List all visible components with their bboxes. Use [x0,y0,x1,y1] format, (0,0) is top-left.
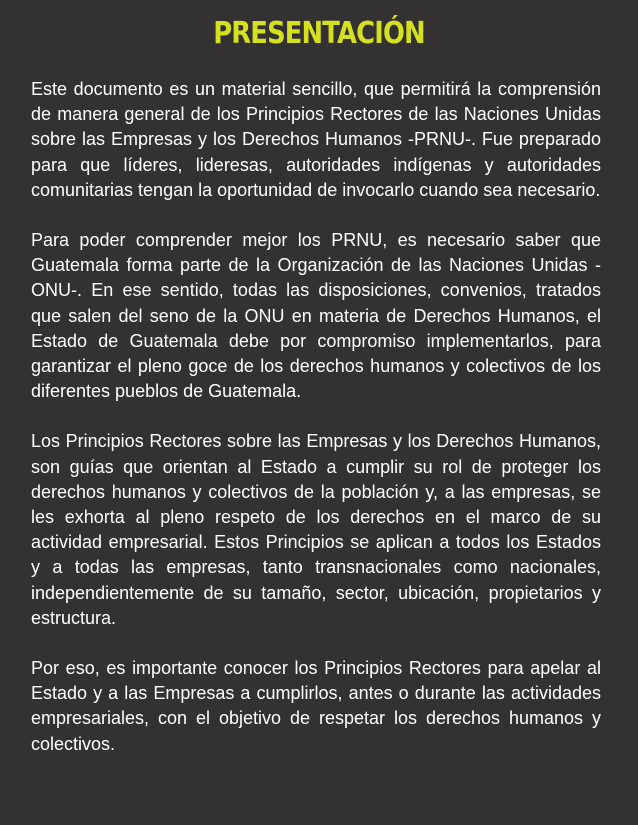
document-body [31,77,601,757]
paragraph-conclusion: Por eso, es importante conocer los Principios Rectores para apelar al Estado y a las Empresas a cumplirlos, antes o durante las actividades empresariales, con el objetivo de respetar los derechos humanos y colectivos. [31,658,601,754]
paragraph-principios-rectores: Los Principios Rectores sobre las Empresas y los Derechos Humanos, son guías que orientan al Estado a cumplir su rol de proteger los derechos humanos y colectivos de la población y, a las empresas, se les exhorta al pleno respeto de los derechos en el marco de su actividad empresarial. Estos Principios se aplican a todos los Estados y a todas las empresas, tanto transnacionales como nacionales, independientemente de su tamaño, sector, ubicación, propietarios y estructura. [31,431,601,628]
paragraph-intro: Este documento es un material sencillo, que permitirá la comprensión de manera general de los Principios Rectores de las Naciones Unidas sobre las Empresas y los Derechos Humanos -PRNU-. Fue preparado para que líderes, lideresas, autoridades indígenas y autoridades comunitarias tengan la oportunidad de invocarlo cuando sea necesario. [31,79,601,200]
page-title: PRESENTACIÓN [213,16,425,51]
paragraph-guatemala-onu: Para poder comprender mejor los PRNU, es necesario saber que Guatemala forma parte de la Organización de las Naciones Unidas -ONU-. En ese sentido, todas las disposiciones, convenios, tratados que salen del seno de la ONU en materia de Derechos Humanos, el Estado de Guatemala debe por compromiso implementarlos, para garantizar el pleno goce de los derechos humanos y colectivos de los diferentes pueblos de Guatemala. [31,230,601,402]
